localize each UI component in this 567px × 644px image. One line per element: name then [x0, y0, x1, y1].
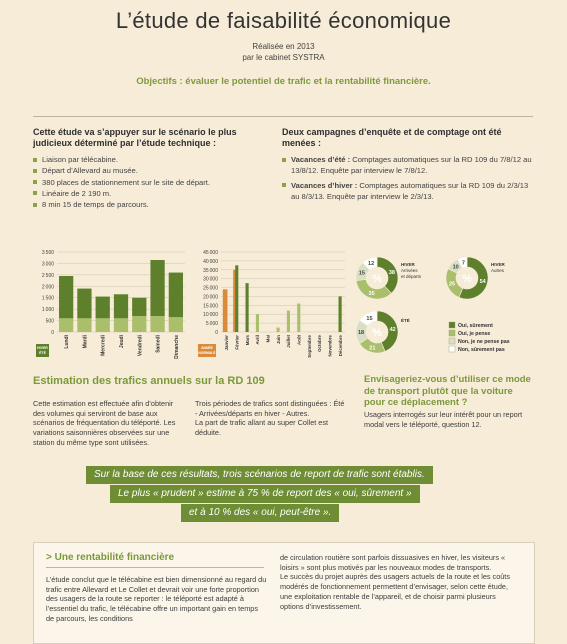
bar-segment	[150, 316, 164, 332]
page-title: L’étude de faisabilité économique	[115, 8, 452, 33]
x-tick-label: Mercredi	[100, 335, 107, 356]
bar-segment	[132, 298, 146, 316]
list-item	[282, 154, 532, 177]
x-tick-label: Septembre	[306, 335, 312, 358]
banner-line-1: Sur la base de ces résultats, trois scénarios de report de trafic sont établis.	[86, 466, 433, 484]
banner-line-3: et à 10 % des « oui, peut-être ».	[181, 504, 339, 522]
x-tick-label: Mai	[265, 335, 271, 343]
legend-label: Oui, je pense	[458, 331, 491, 337]
modal-shift-donuts	[355, 252, 540, 362]
donut-label: HIVER	[401, 262, 415, 267]
rentabilite-left: L’étude conclut que le télécabine est bien dimensionné au regard du trafic entre Allevard et Le Collet et devrait voir une forte proportion des usagers de la route se reporter : le téléporté est adapté à l’essentiel du trafic, le télécabine offre un important gain en temps de parcours, les conditions	[46, 575, 267, 623]
slice-label: 54	[479, 279, 486, 286]
donut-label: Autres	[491, 268, 505, 273]
bar-segment	[132, 316, 146, 332]
x-tick-label: Vendredi	[137, 335, 144, 357]
y-tick-label: 1 500	[41, 295, 54, 302]
rentabilite-heading: > Une rentabilité financière	[46, 552, 175, 563]
subtitle-year: Réalisée en 2013	[252, 42, 315, 51]
donut-center-label: %	[372, 273, 382, 285]
bar	[339, 296, 342, 332]
y-tick-label: 40 000	[203, 258, 218, 265]
subtitle-author: par le cabinet SYSTRA	[242, 53, 325, 62]
campaigns-section	[282, 127, 532, 202]
x-tick-label: Samedi	[155, 335, 162, 353]
bar-segment	[96, 297, 110, 319]
campaign-text: Comptages automatiques sur la RD 109 du 7/8/12 au 13/8/12. Enquête par interview le 7/8/12.	[291, 155, 532, 176]
x-tick-label: Juin	[275, 335, 281, 345]
y-tick-label: 0	[215, 330, 218, 336]
donut-center-label: %	[462, 273, 472, 285]
y-tick-label: 2 500	[41, 272, 54, 279]
bar-segment	[169, 273, 183, 318]
campaigns-list	[282, 154, 532, 202]
rentabilite-right-p2: Le succès du projet auprès des usagers actuels de la route et les coûts modérés de fonctionnement permettent d’envisager, selon cette étude, une exploitation rentable de l’appareil, et de choisir parmi plusieurs options d’investissement.	[280, 572, 510, 611]
legend-label: ANNÉE	[201, 346, 213, 350]
list-item: Départ d’Allevard au musée.	[33, 165, 273, 176]
slice-label: 7	[461, 260, 465, 267]
estimation-col2-p2: La part de trafic allant au super Collet est déduite.	[195, 418, 329, 438]
estimation-col2-p1: Trois périodes de trafics sont distinguées : Été - Arrivées/départs en hiver - Autres.	[195, 399, 345, 418]
y-tick-label: 0	[51, 330, 54, 336]
x-tick-label: Février	[234, 335, 240, 350]
campaign-label: Vacances d’été :	[291, 155, 351, 164]
bar-segment	[59, 276, 73, 318]
bar-segment	[114, 294, 128, 318]
y-tick-label: 3 000	[41, 261, 54, 268]
y-tick-label: 3 500	[41, 250, 54, 256]
slice-label: 15	[358, 270, 366, 277]
bar-segment	[169, 317, 183, 332]
legend-swatch	[449, 322, 455, 328]
legend-label: Non, sûrement pas	[458, 347, 505, 353]
slice-label: 18	[357, 330, 365, 336]
bar	[277, 328, 280, 332]
y-tick-label: 45 000	[203, 250, 218, 256]
list-item: 8 min 15 de temps de parcours.	[33, 199, 273, 210]
rentabilite-right-p1: de circulation routière sont parfois dissuasives en hiver, les visiteurs « loisirs » sont plus motivés par les nouveaux modes de transports.	[280, 553, 506, 572]
x-tick-label: Novembre	[327, 335, 333, 357]
y-tick-label: 25 000	[203, 285, 218, 292]
scenario-heading: Cette étude va s’appuyer sur le scénario le plus judicieux déterminé par l’étude technique :	[33, 127, 237, 148]
campaigns-heading: Deux campagnes d’enquête et de comptage ont été menées :	[282, 127, 502, 148]
slice-label: 21	[369, 345, 376, 352]
bar-segment	[114, 318, 128, 332]
estimation-heading: Estimation des trafics annuels sur la RD 109	[33, 375, 265, 387]
slice-label: 12	[368, 261, 375, 268]
list-item: 380 places de stationnement sur le site de départ.	[33, 177, 273, 188]
weekly-traffic-chart	[33, 246, 193, 366]
bar	[297, 304, 300, 332]
y-tick-label: 30 000	[203, 276, 218, 283]
slice-label: 10	[452, 264, 459, 271]
scenario-section	[33, 127, 273, 210]
bar-segment	[59, 318, 73, 332]
scenario-list	[33, 154, 273, 210]
donut-label: HIVER	[491, 262, 505, 267]
y-tick-label: 1 000	[41, 307, 54, 314]
slice-label: 35	[368, 291, 375, 298]
rentabilite-right	[280, 553, 510, 611]
estimation-col1: Cette estimation est effectuée afin d’obtenir des volumes qui serviront de base aux scénarios de fréquentation du téléporté. Les variations saisonnières observées sur une station du même type sont utilisées.	[33, 399, 176, 447]
campaign-label: Vacances d’hiver :	[291, 180, 358, 190]
legend-label: NORMALE	[198, 351, 216, 355]
x-tick-label: Décembre	[337, 335, 343, 357]
list-item	[282, 180, 532, 203]
legend-swatch	[449, 330, 455, 336]
x-tick-label: Dimanche	[173, 335, 180, 359]
bar	[246, 283, 249, 332]
y-tick-label: 2 000	[41, 284, 54, 291]
question-text: Usagers interrogés sur leur intérêt pour un report modal vers le téléporté, question 12.	[364, 410, 523, 429]
legend-swatch	[449, 338, 455, 344]
question-heading: Envisageriez-vous d’utiliser ce mode de transport plutôt que la voiture pour ce déplacement ?	[364, 374, 531, 408]
legend-label: HIVER	[37, 346, 48, 350]
donut-label: ÉTÉ	[401, 318, 410, 323]
x-tick-label: Mars	[244, 335, 250, 346]
slice-label: 42	[389, 326, 396, 333]
x-tick-label: Juillet	[286, 335, 292, 348]
donut-label: et départs	[401, 274, 422, 279]
x-tick-label: Avril	[255, 335, 261, 345]
bar	[235, 265, 238, 332]
estimation-col2	[195, 399, 345, 438]
bar-segment	[150, 260, 164, 316]
y-tick-label: 5 000	[205, 321, 218, 328]
bar	[223, 289, 228, 332]
divider	[33, 116, 533, 117]
slice-label: 38	[388, 270, 395, 277]
x-tick-label: Octobre	[317, 335, 323, 352]
campaign-text: Comptages automatiques sur la RD 109 du 2/3/13 au 8/3/13. Enquête par interview le 2/3/13.	[291, 180, 529, 201]
bar-segment	[96, 318, 110, 332]
x-tick-label: Mardi	[82, 335, 89, 349]
divider	[46, 567, 264, 568]
list-item: Linéaire de 2 190 m.	[33, 188, 273, 199]
bar	[256, 314, 259, 332]
y-tick-label: 35 000	[203, 267, 218, 274]
bar	[287, 311, 290, 332]
banner-line-2: Le plus « prudent » estime à 75 % de report des « oui, sûrement »	[110, 485, 420, 503]
objective-line: Objectifs : évaluer le potentiel de trafic et la rentabilité financière.	[136, 76, 431, 87]
legend-label: Non, je ne pense pas	[458, 339, 510, 345]
x-tick-label: Janvier	[224, 335, 230, 351]
x-tick-label: Lundi	[64, 335, 71, 349]
x-tick-label: Jeudi	[119, 335, 125, 349]
slice-label: 25	[448, 281, 456, 288]
y-tick-label: 15 000	[203, 303, 218, 310]
monthly-traffic-chart	[195, 246, 350, 366]
donut-center-label: %	[372, 327, 382, 339]
y-tick-label: 500	[45, 318, 54, 325]
y-tick-label: 10 000	[203, 312, 218, 319]
list-item: Liaison par télécabine.	[33, 154, 273, 165]
donut-label: Arrivées	[401, 268, 418, 273]
bar-segment	[77, 289, 91, 319]
y-tick-label: 20 000	[203, 294, 218, 301]
rentabilite-box	[33, 542, 535, 644]
legend-swatch	[449, 346, 455, 352]
x-tick-label: Août	[296, 335, 302, 345]
slice-label: 15	[366, 315, 373, 322]
legend-label: Oui, sûrement	[458, 323, 493, 329]
legend-label: ÉTÉ	[39, 351, 46, 355]
bar-segment	[77, 318, 91, 332]
